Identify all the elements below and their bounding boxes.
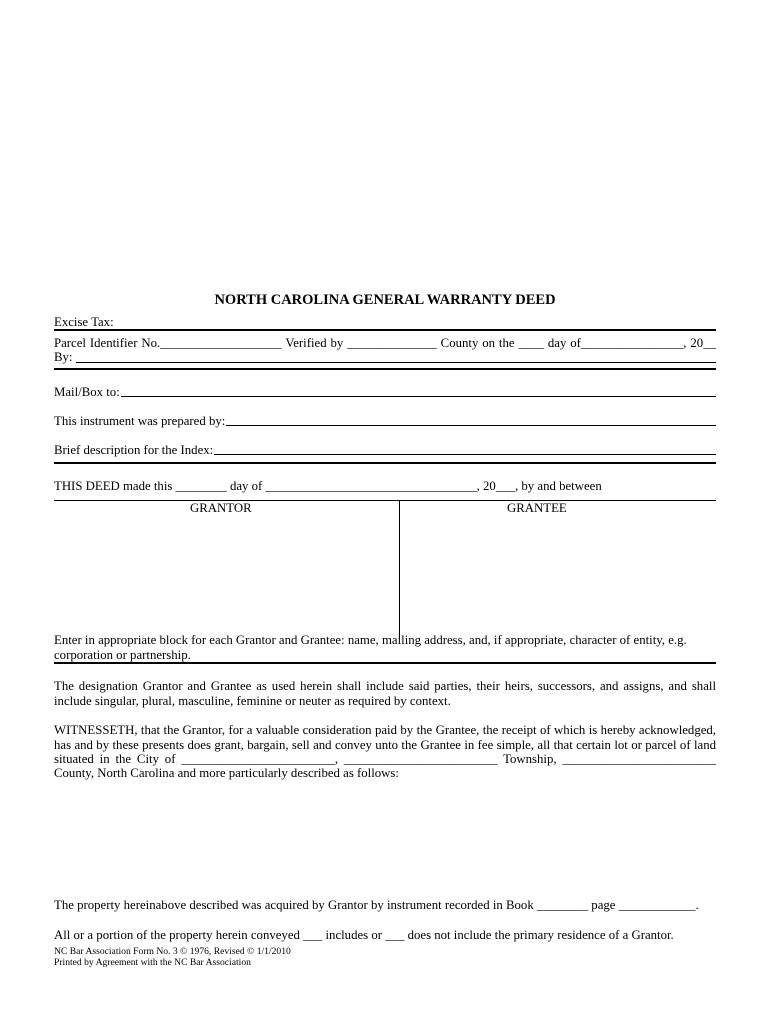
- prepared-by-label: This instrument was prepared by:: [54, 414, 226, 428]
- witnesseth-line-1: WITNESSETH, that the Grantor, for a valuable consideration paid by the Grantee, the receipt of which is hereby acknowledged,: [54, 723, 716, 737]
- excise-tax-label: Excise Tax:: [54, 315, 114, 329]
- witnesseth-line-3: situated in the City of ________________________, ________________________ Township, ________________________: [54, 752, 716, 766]
- footer-printed-by: Printed by Agreement with the NC Bar Association: [54, 957, 251, 968]
- divider: [54, 368, 716, 370]
- brief-description-label: Brief description for the Index:: [54, 443, 214, 457]
- prepared-by-line[interactable]: [226, 425, 716, 426]
- divider: [54, 329, 716, 331]
- by-label: By:: [54, 350, 73, 364]
- brief-description-field[interactable]: [54, 443, 716, 458]
- divider: [54, 662, 716, 664]
- brief-description-line[interactable]: [214, 454, 716, 455]
- witnesseth-line-4: County, North Carolina and more particularly described as follows:: [54, 766, 399, 780]
- mail-box-label: Mail/Box to:: [54, 385, 120, 399]
- grantor-block[interactable]: [54, 518, 398, 636]
- divider: [54, 500, 716, 501]
- grantee-heading: GRANTEE: [507, 501, 567, 515]
- mail-box-line[interactable]: [121, 396, 716, 397]
- by-signature-line[interactable]: [76, 362, 716, 363]
- footer-form-number: NC Bar Association Form No. 3 © 1976, Revised © 1/1/2010: [54, 946, 291, 957]
- grantee-block[interactable]: [401, 518, 716, 636]
- mail-box-field[interactable]: [54, 385, 716, 400]
- acquired-by-line: The property hereinabove described was acquired by Grantor by instrument recorded in Book ________ page ____________.: [54, 898, 699, 912]
- grantor-grantee-instructions: Enter in appropriate block for each Grantor and Grantee: name, mailing address, and, if appropriate, character of entity, e.g. corporation or partnership.: [54, 633, 687, 662]
- witnesseth-line-2: has and by these presents does grant, bargain, sell and convey unto the Grantee in fee simple, all that certain lot or parcel of land: [54, 738, 716, 752]
- property-description-area[interactable]: [54, 785, 716, 890]
- designation-paragraph: The designation Grantor and Grantee as used herein shall include said parties, their heirs, successors, and assigns, and shall include singular, plural, masculine, feminine or neuter as required by context.: [54, 679, 716, 708]
- divider: [54, 462, 716, 464]
- primary-residence-line: All or a portion of the property herein conveyed ___ includes or ___ does not include the primary residence of a Grantor.: [54, 928, 674, 942]
- prepared-by-field[interactable]: [54, 414, 716, 429]
- deed-made-line: THIS DEED made this ________ day of _________________________________, 20___, by and between: [54, 479, 602, 493]
- deed-title: NORTH CAROLINA GENERAL WARRANTY DEED: [214, 292, 556, 308]
- parcel-identifier-line: Parcel Identifier No.___________________ Verified by ______________ County on the ____ day of________________, 20__: [54, 336, 716, 350]
- grantor-heading: GRANTOR: [190, 501, 252, 515]
- grantor-grantee-divider: [399, 500, 400, 638]
